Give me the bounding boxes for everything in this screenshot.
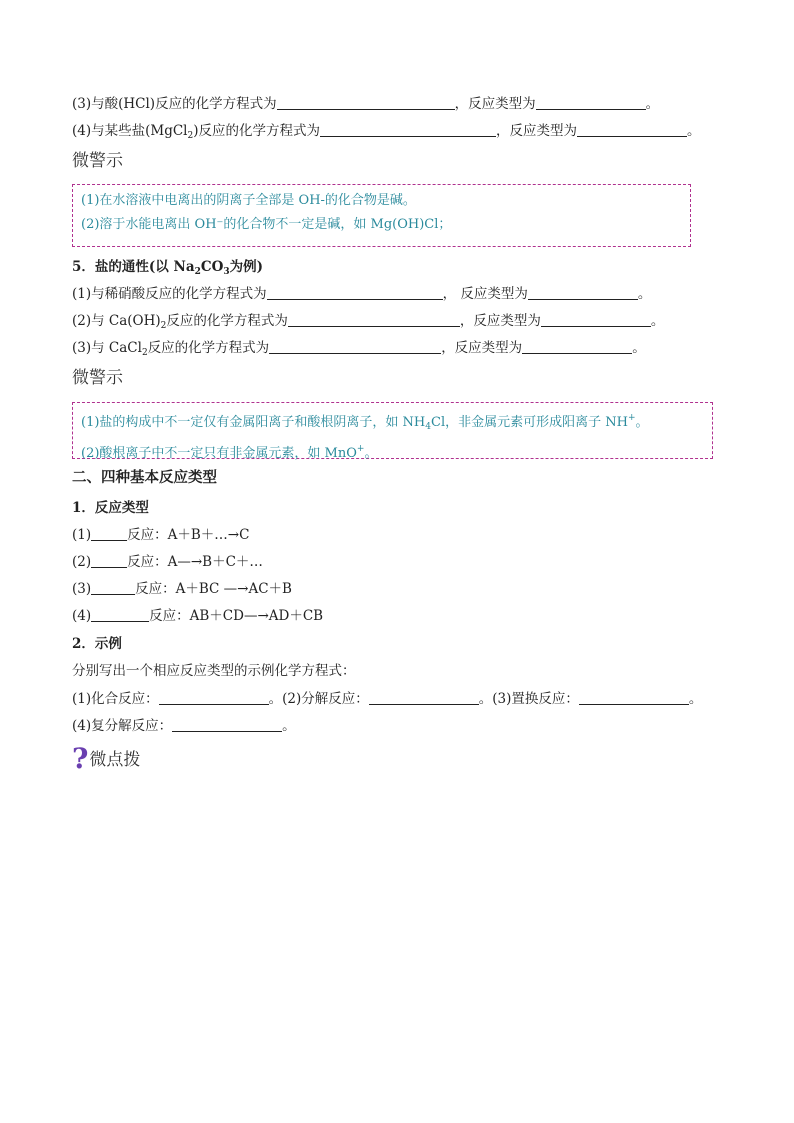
- salt-heading: 5．盐的通性(以 $Na_2CO_3$为例): [72, 259, 264, 277]
- answer-blank[interactable]: [159, 690, 269, 705]
- question-mark-icon: ?: [72, 742, 89, 775]
- subsection-heading: 1．反应类型: [72, 500, 149, 516]
- acid-item-3: (3)与酸(HCl)反应的化学方程式为 ，反应类型为 。: [72, 96, 660, 112]
- instruction-text: 分别写出一个相应反应类型的示例化学方程式：: [72, 663, 356, 679]
- answer-blank[interactable]: [320, 122, 496, 137]
- answer-blank[interactable]: [369, 690, 479, 705]
- salt-item-1: (1)与稀硝酸反应的化学方程式为 ， 反应类型为 。: [72, 286, 652, 302]
- reaction-type-1: (1) 反应：A＋B＋…→C: [72, 527, 250, 543]
- tip-line: (2)溶于水能电离出 OH⁻的化合物不一定是碱，如 Mg(OH)Cl；: [81, 217, 452, 232]
- answer-blank[interactable]: [577, 122, 687, 137]
- acid-item-4: (4)与某些盐(MgCl$_2$)反应的化学方程式为 ，反应类型为 。: [72, 123, 701, 141]
- answer-blank[interactable]: [267, 285, 443, 300]
- answer-blank[interactable]: [536, 95, 646, 110]
- answer-blank[interactable]: [91, 580, 135, 595]
- salt-item-2: (2)与 $Ca(OH)_2$反应的化学方程式为 ，反应类型为 。: [72, 313, 665, 331]
- reaction-type-3: (3) 反应：A＋BC —→AC＋B: [72, 581, 292, 597]
- answer-blank[interactable]: [269, 339, 441, 354]
- subsection-heading: 2．示例: [72, 636, 122, 652]
- answer-blank[interactable]: [522, 339, 632, 354]
- tip-line: (2)酸根离子中不一定只有非金属元素，如 MnO+。: [81, 444, 378, 461]
- answer-blank[interactable]: [91, 553, 127, 568]
- example-line-1: (1)化合反应： 。(2)分解反应： 。(3)置换反应： 。: [72, 691, 703, 707]
- tip-box: [72, 184, 691, 247]
- answer-blank[interactable]: [172, 717, 282, 732]
- section-heading: 二、四种基本反应类型: [72, 469, 217, 486]
- tip-line: (1)盐的构成中不一定仅有金属阳离子和酸根阴离子，如 $NH_4Cl$，非金属元素可形成阳离子 NH+。: [81, 413, 649, 432]
- tip-box: [72, 402, 713, 459]
- reaction-type-4: (4) 反应：AB＋CD—→AD＋CB: [72, 608, 324, 624]
- point-title: ?微点拨: [72, 742, 141, 775]
- example-line-2: (4)复分解反应： 。: [72, 718, 296, 734]
- salt-item-3: (3)与 CaCl$_2$反应的化学方程式为 ，反应类型为 。: [72, 340, 646, 358]
- reaction-type-2: (2) 反应：A—→B＋C＋…: [72, 554, 263, 570]
- answer-blank[interactable]: [528, 285, 638, 300]
- answer-blank[interactable]: [91, 607, 149, 622]
- answer-blank[interactable]: [541, 312, 651, 327]
- answer-blank[interactable]: [277, 95, 455, 110]
- tip-title: 微警示: [72, 368, 123, 388]
- tip-line: (1)在水溶液中电离出的阴离子全部是 OH-的化合物是碱。: [81, 193, 416, 208]
- answer-blank[interactable]: [579, 690, 689, 705]
- tip-title: 微警示: [72, 151, 123, 171]
- answer-blank[interactable]: [288, 312, 460, 327]
- answer-blank[interactable]: [91, 526, 127, 541]
